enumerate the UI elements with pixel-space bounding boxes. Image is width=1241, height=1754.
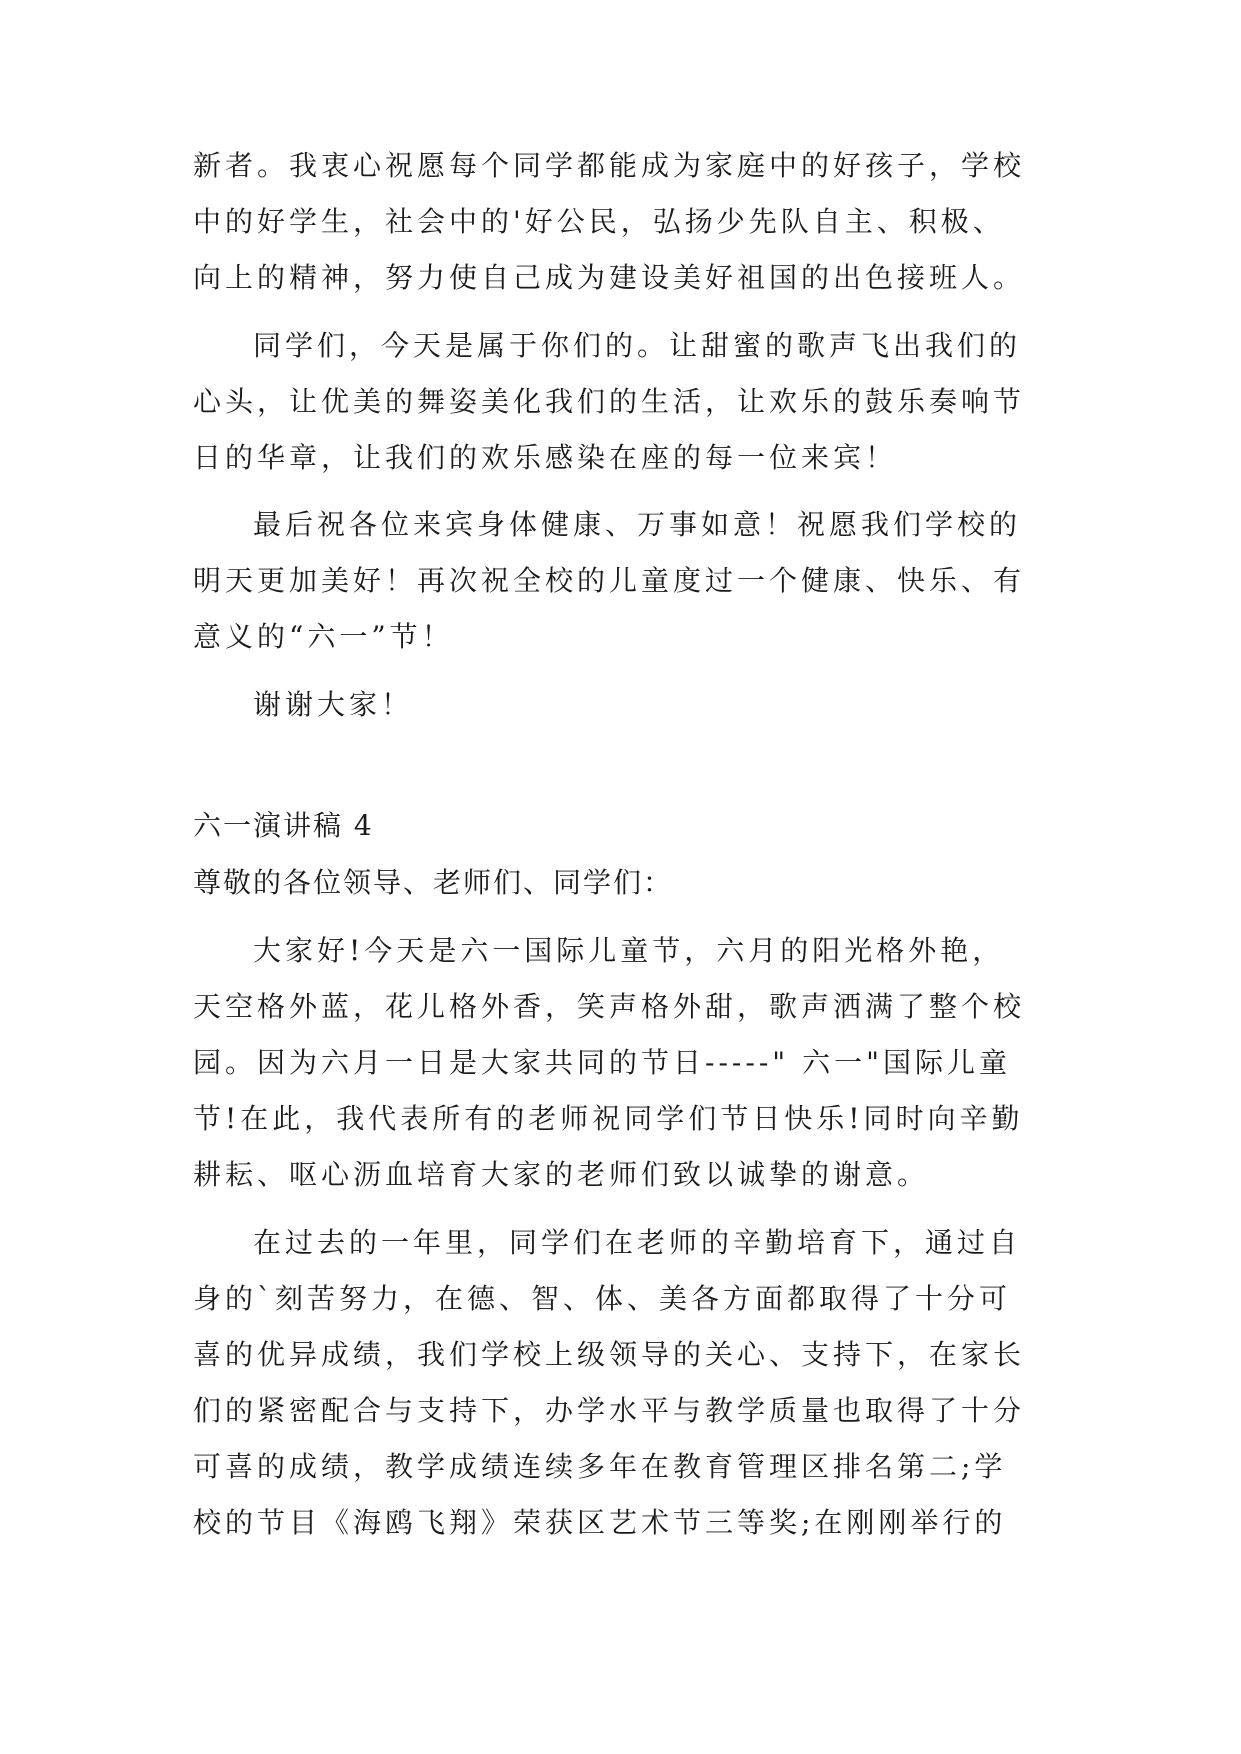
p3-line-2: 明天更加美好！再次祝全校的儿童度过一个健康、快乐、有 [193, 564, 1026, 597]
p1-line-1: 新者。我衷心祝愿每个同学都能成为家庭中的好孩子，学校 [193, 149, 1026, 182]
p6-line-6: 校的节目《海鸥飞翔》荣获区艺术节三等奖;在刚刚举行的 [193, 1506, 1007, 1539]
p2-line-2: 心头，让优美的舞姿美化我们的生活，让欢乐的鼓乐奏响节 [193, 385, 1026, 418]
p2-line-1: 同学们，今天是属于你们的。让甜蜜的歌声飞出我们的 [253, 329, 1022, 362]
p5-line-1: 大家好!今天是六一国际儿童节，六月的阳光格外艳， [253, 934, 1005, 967]
p1-line-3: 向上的精神，努力使自己成为建设美好祖国的出色接班人。 [193, 261, 1026, 294]
p5-line-3: 园。因为六月一日是大家共同的节日-----" 六一"国际儿童 [193, 1046, 1011, 1079]
p5-line-2: 天空格外蓝，花儿格外香，笑声格外甜，歌声洒满了整个校 [193, 990, 1026, 1023]
p6-line-2: 身的`刻苦努力，在德、智、体、美各方面都取得了十分可 [193, 1282, 1012, 1315]
p3-line-3: 意义的“六一”节！ [193, 620, 454, 653]
p5-line-4: 节!在此，我代表所有的老师祝同学们节日快乐!同时向辛勤 [193, 1102, 1024, 1135]
p4-line-1: 谢谢大家！ [253, 688, 414, 721]
p1-line-2: 中的好学生，社会中的'好公民，弘扬少先队自主、积极、 [193, 205, 1005, 238]
p2-line-3: 日的华章，让我们的欢乐感染在座的每一位来宾！ [193, 441, 898, 474]
p6-line-5: 可喜的成绩，教学成绩连续多年在教育管理区排名第二;学 [193, 1450, 1007, 1483]
p3-line-1: 最后祝各位来宾身体健康、万事如意！祝愿我们学校的 [253, 508, 1022, 541]
p5-line-5: 耕耘、呕心沥血培育大家的老师们致以诚挚的谢意。 [193, 1158, 930, 1191]
p6-line-1: 在过去的一年里，同学们在老师的辛勤培育下，通过自 [253, 1226, 1022, 1259]
p6-line-3: 喜的优异成绩，我们学校上级领导的关心、支持下，在家长 [193, 1338, 1026, 1371]
section-title: 六一演讲稿 4 [193, 809, 374, 842]
p6-line-4: 们的紧密配合与支持下，办学水平与教学质量也取得了十分 [193, 1394, 1026, 1427]
salutation: 尊敬的各位领导、老师们、同学们： [193, 866, 674, 899]
